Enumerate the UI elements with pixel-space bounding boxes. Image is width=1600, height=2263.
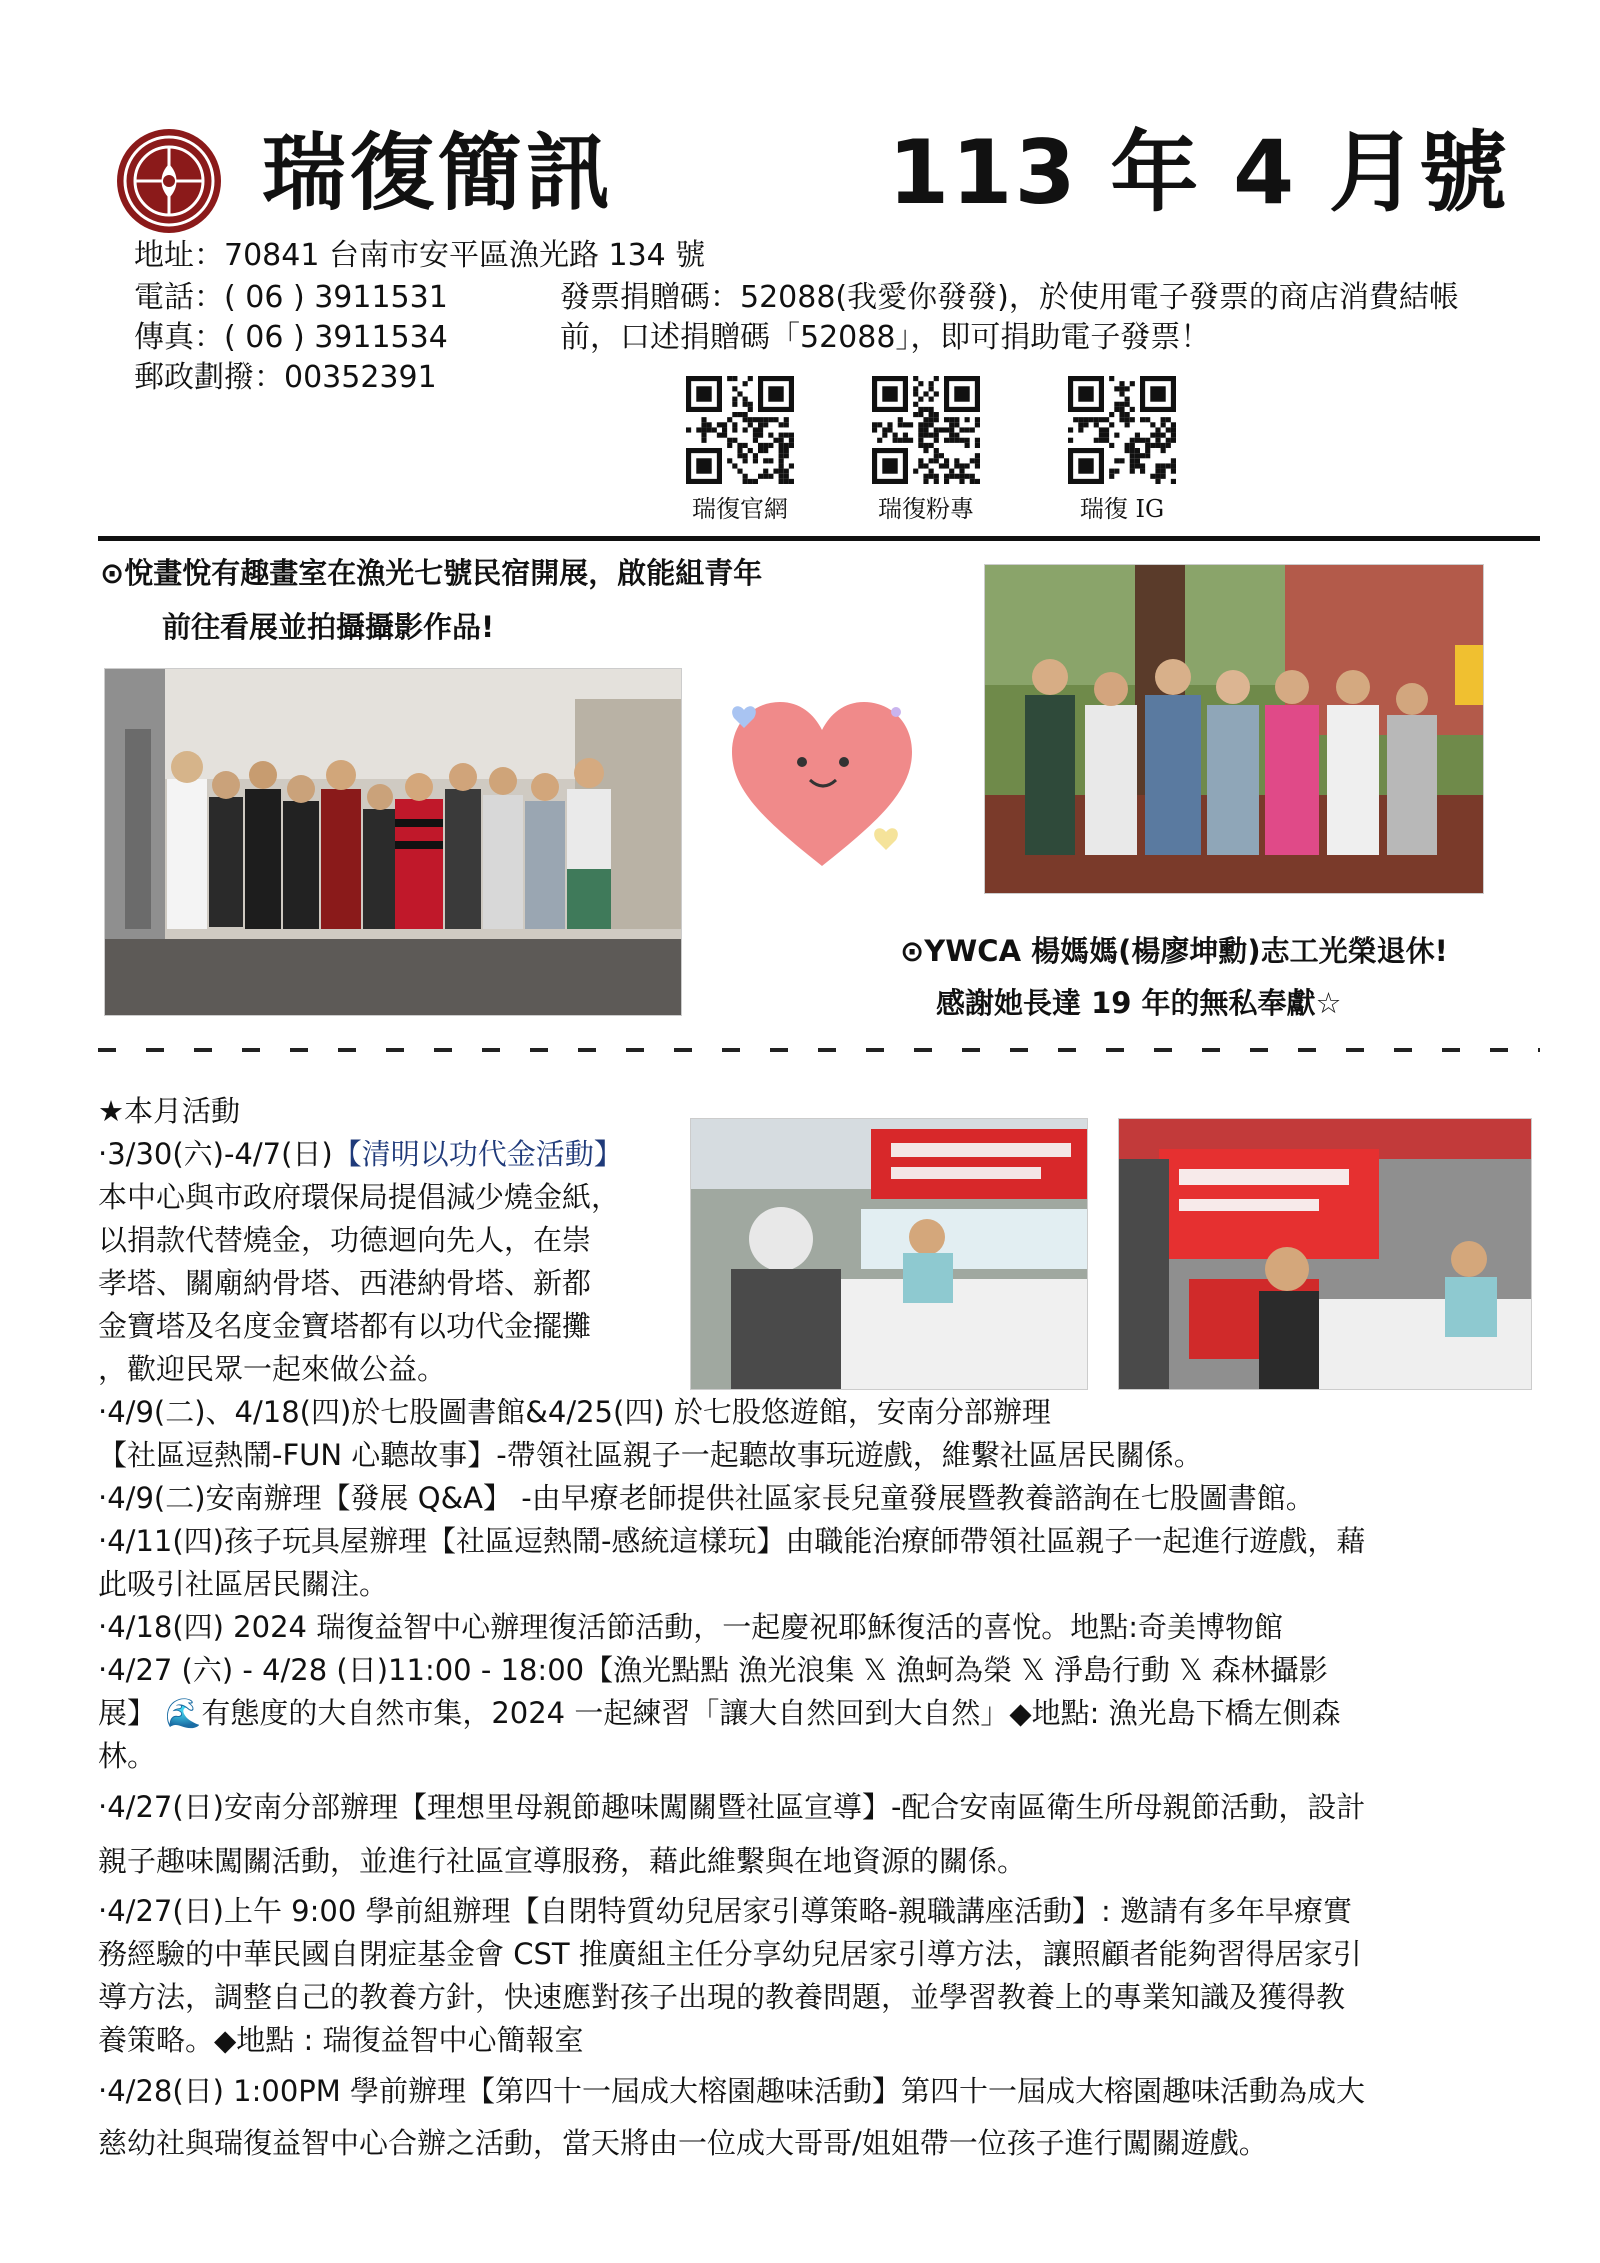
qr-label-instagram: 瑞復 IG	[1079, 495, 1165, 523]
activity-2-text: 【社區逗熱鬧-FUN 心聽故事】-帶領社區親子一起聽故事玩遊戲，維繫社區居民關係。	[98, 1438, 1203, 1472]
activity-3-text: ‧4/9(二)安南辦理【發展 Q&A】 -由早療老師提供社區家長兒童發展暨教養諮詢在七股圖書館。	[98, 1481, 1315, 1515]
activity-1-text: 孝塔、關廟納骨塔、西港納骨塔、新都	[98, 1266, 592, 1300]
activity-1-text: 以捐款代替燒金，功德迴向先人，在崇	[98, 1223, 592, 1257]
issue-title: 113 年 4 月號	[888, 121, 1509, 224]
activity-1-text: 本中心與市政府環保局提倡減少燒金紙，	[98, 1180, 621, 1214]
activity-7-text: 親子趣味闖關活動，並進行社區宣導服務，藉此維繫與在地資源的關係。	[98, 1844, 1027, 1878]
qr-label-website: 瑞復官網	[692, 495, 788, 523]
qr-code-icon[interactable]	[1068, 376, 1176, 484]
organization-logo-icon	[114, 126, 224, 236]
newsletter-title: 瑞復簡訊	[262, 124, 615, 222]
activity-5-text: ‧4/18(四) 2024 瑞復益智中心辦理復活節活動，一起慶祝耶穌復活的喜悅。地點:奇美博物館	[98, 1610, 1283, 1644]
activity-1-text: ，歡迎民眾一起來做公益。	[98, 1352, 447, 1386]
smiling-heart-icon	[724, 690, 920, 876]
photo-caption-exhibition: ⊙悅畫悅有趣畫室在漁光七號民宿開展，啟能組青年	[100, 556, 763, 590]
activity-1-date: ‧3/30(六)-4/7(日)	[98, 1137, 333, 1171]
photo-donation-booth	[690, 1118, 1088, 1390]
photo-volunteer-retirement	[984, 564, 1484, 894]
photo-caption-volunteer: ⊙YWCA 楊媽媽(楊廖坤勳)志工光榮退休!	[900, 934, 1448, 968]
activity-1-text: 金寶塔及名度金寶塔都有以功代金擺攤	[98, 1309, 592, 1343]
qr-label-fanpage: 瑞復粉專	[878, 495, 974, 523]
activity-9-text: ‧4/28(日) 1:00PM 學前辦理【第四十一屆成大榕園趣味活動】第四十一屆成大榕園趣味活動為成大	[98, 2074, 1366, 2108]
phone-text: 電話：( 06 ) 3911531	[134, 280, 448, 315]
activity-4-text: 此吸引社區居民關注。	[98, 1567, 389, 1601]
activity-8-text: 務經驗的中華民國自閉症基金會 CST 推廣組主任分享幼兒居家引導方法，讓照顧者能夠習得居家引	[98, 1937, 1362, 1971]
activity-1-title: 【清明以功代金活動】	[332, 1137, 623, 1171]
address-text: 地址：70841 台南市安平區漁光路 134 號	[134, 238, 706, 273]
activity-4-text: ‧4/11(四)孩子玩具屋辦理【社區逗熱鬧-感統這樣玩】由職能治療師帶領社區親子一起進行遊戲，藉	[98, 1524, 1366, 1558]
section-divider	[98, 1048, 1540, 1052]
photo-recycling-booth	[1118, 1118, 1532, 1390]
activity-6-text: 展】 🌊有態度的大自然市集，2024 一起練習「讓大自然回到大自然」◆地點: 漁光島下橋左側森	[98, 1696, 1341, 1730]
qr-code-icon[interactable]	[872, 376, 980, 484]
activity-8-text: 導方法，調整自己的教養方針，快速應對孩子出現的教養問題，並學習教養上的專業知識及獲得教	[98, 1980, 1346, 2014]
photo-exhibition-group	[104, 668, 682, 1016]
qr-code-icon[interactable]	[686, 376, 794, 484]
donation-code-text: 發票捐贈碼：52088(我愛你發發)，於使用電子發票的商店消費結帳	[560, 280, 1459, 315]
postal-transfer-text: 郵政劃撥：00352391	[134, 360, 437, 395]
activity-9-text: 慈幼社與瑞復益智中心合辦之活動，當天將由一位成大哥哥/姐姐帶一位孩子進行闖關遊戲。	[98, 2126, 1268, 2160]
activity-8-text: 養策略。◆地點 : 瑞復益智中心簡報室	[98, 2023, 584, 2057]
activity-7-text: ‧4/27(日)安南分部辦理【理想里母親節趣味闖關暨社區宣導】-配合安南區衛生所母親節活動，設計	[98, 1790, 1366, 1824]
activity-6-text: ‧4/27 (六) - 4/28 (日)11:00 - 18:00【漁光點點 漁光浪集 𝕏 漁蚵為榮 𝕏 淨島行動 𝕏 森林攝影	[98, 1653, 1328, 1687]
photo-caption-volunteer-2: 感謝她長達 19 年的無私奉獻☆	[936, 986, 1342, 1020]
donation-code-text-2: 前，口述捐贈碼「52088」，即可捐助電子發票！	[560, 320, 1211, 355]
photo-caption-exhibition-2: 前往看展並拍攝攝影作品!	[162, 610, 495, 644]
activity-2-text: ‧4/9(二)、4/18(四)於七股圖書館&4/25(四) 於七股悠遊館，安南分部辦理	[98, 1395, 1051, 1429]
activity-6-text: 林。	[98, 1739, 157, 1773]
activity-8-text: ‧4/27(日)上午 9:00 學前組辦理【自閉特質幼兒居家引導策略-親職講座活動】: 邀請有多年早療實	[98, 1894, 1352, 1928]
fax-text: 傳真：( 06 ) 3911534	[134, 320, 448, 355]
activities-heading: ★本月活動	[98, 1094, 240, 1128]
header-divider	[98, 536, 1540, 541]
